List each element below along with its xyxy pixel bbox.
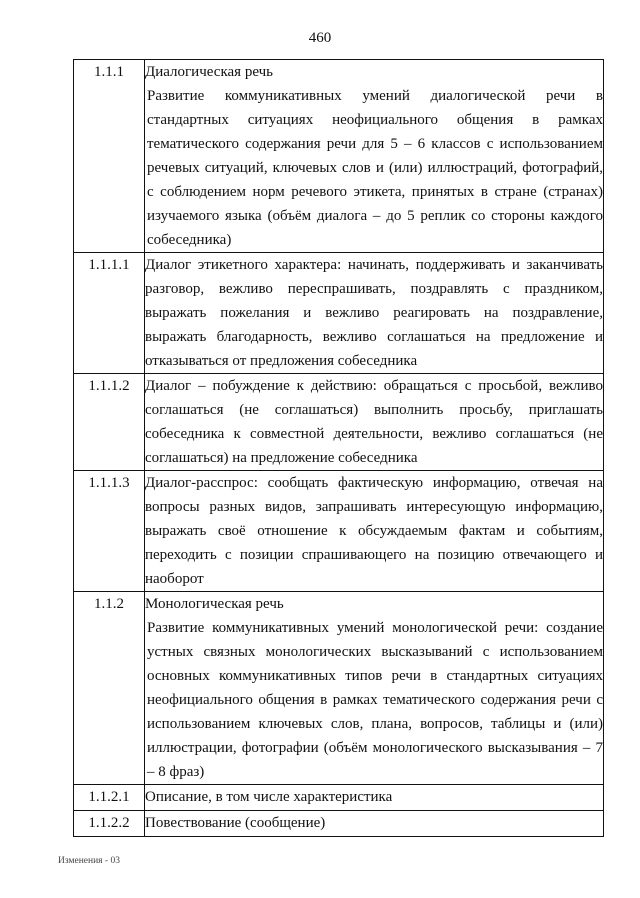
section-description: Развитие коммуникативных умений монологической речи: создание устных связных монологических высказываний с использованием основных коммуникативных типов речи в стандартных ситуациях неофициального общения в рамках тематического содержания речи с использованием ключевых слов, плана, вопросов, таблицы и (или) иллюстрации, фотографии (объём монологического высказывания – 7 – 8 фраз) [147,620,603,780]
row-content [145,811,604,837]
table-row [74,592,604,785]
row-number: 1.1.1.1 [74,253,145,374]
section-description: Развитие коммуникативных умений диалогической речи в стандартных ситуациях неофициального общения в рамках тематического содержания речи для 5 – 6 классов с использованием речевых ситуаций, ключевых слов и (или) иллюстраций, фотографий, с соблюдением норм речевого этикета, принятых в стране (странах) изучаемого языка (объём диалога – до 5 реплик со стороны каждого собеседника) [147,88,603,248]
row-content [145,253,604,374]
page-number: 460 [308,30,332,46]
row-content [145,374,604,471]
row-text: Диалог – побуждение к действию: обращаться с просьбой, вежливо соглашаться (не соглашаться) выполнить просьбу, приглашать собеседника к совместной деятельности, вежливо соглашаться (не соглашаться) на предложение собеседника [145,378,603,466]
row-content [145,592,604,785]
row-number: 1.1.1.2 [74,374,145,471]
table-row [74,253,604,374]
curriculum-table [73,59,604,837]
row-number: 1.1.2.1 [74,785,145,811]
table-row [74,811,604,837]
section-heading: Монологическая речь [145,596,284,612]
table-row [74,471,604,592]
table-row [74,60,604,253]
row-number: 1.1.1.3 [74,471,145,592]
section-heading: Диалогическая речь [145,64,273,80]
table-row [74,374,604,471]
row-text: Повествование (сообщение) [145,815,326,831]
row-content [145,471,604,592]
table-row [74,785,604,811]
row-number: 1.1.1 [74,60,145,253]
row-number: 1.1.2.2 [74,811,145,837]
row-content [145,60,604,253]
row-content [145,785,604,811]
row-number: 1.1.2 [74,592,145,785]
footer-revision-note: Изменения - 03 [58,856,120,866]
row-text: Диалог этикетного характера: начинать, поддерживать и заканчивать разговор, вежливо переспрашивать, поздравлять с праздником, выражать пожелания и вежливо реагировать на поздравление, выражать благодарность, вежливо соглашаться на предложение и отказываться от предложения собеседника [145,257,603,369]
row-text: Описание, в том числе характеристика [145,789,393,805]
row-text: Диалог-расспрос: сообщать фактическую информацию, отвечая на вопросы разных видов, запрашивать интересующую информацию, выражать своё отношение к обсуждаемым фактам и событиям, переходить с позиции спрашивающего на позицию отвечающего и наоборот [145,475,603,587]
